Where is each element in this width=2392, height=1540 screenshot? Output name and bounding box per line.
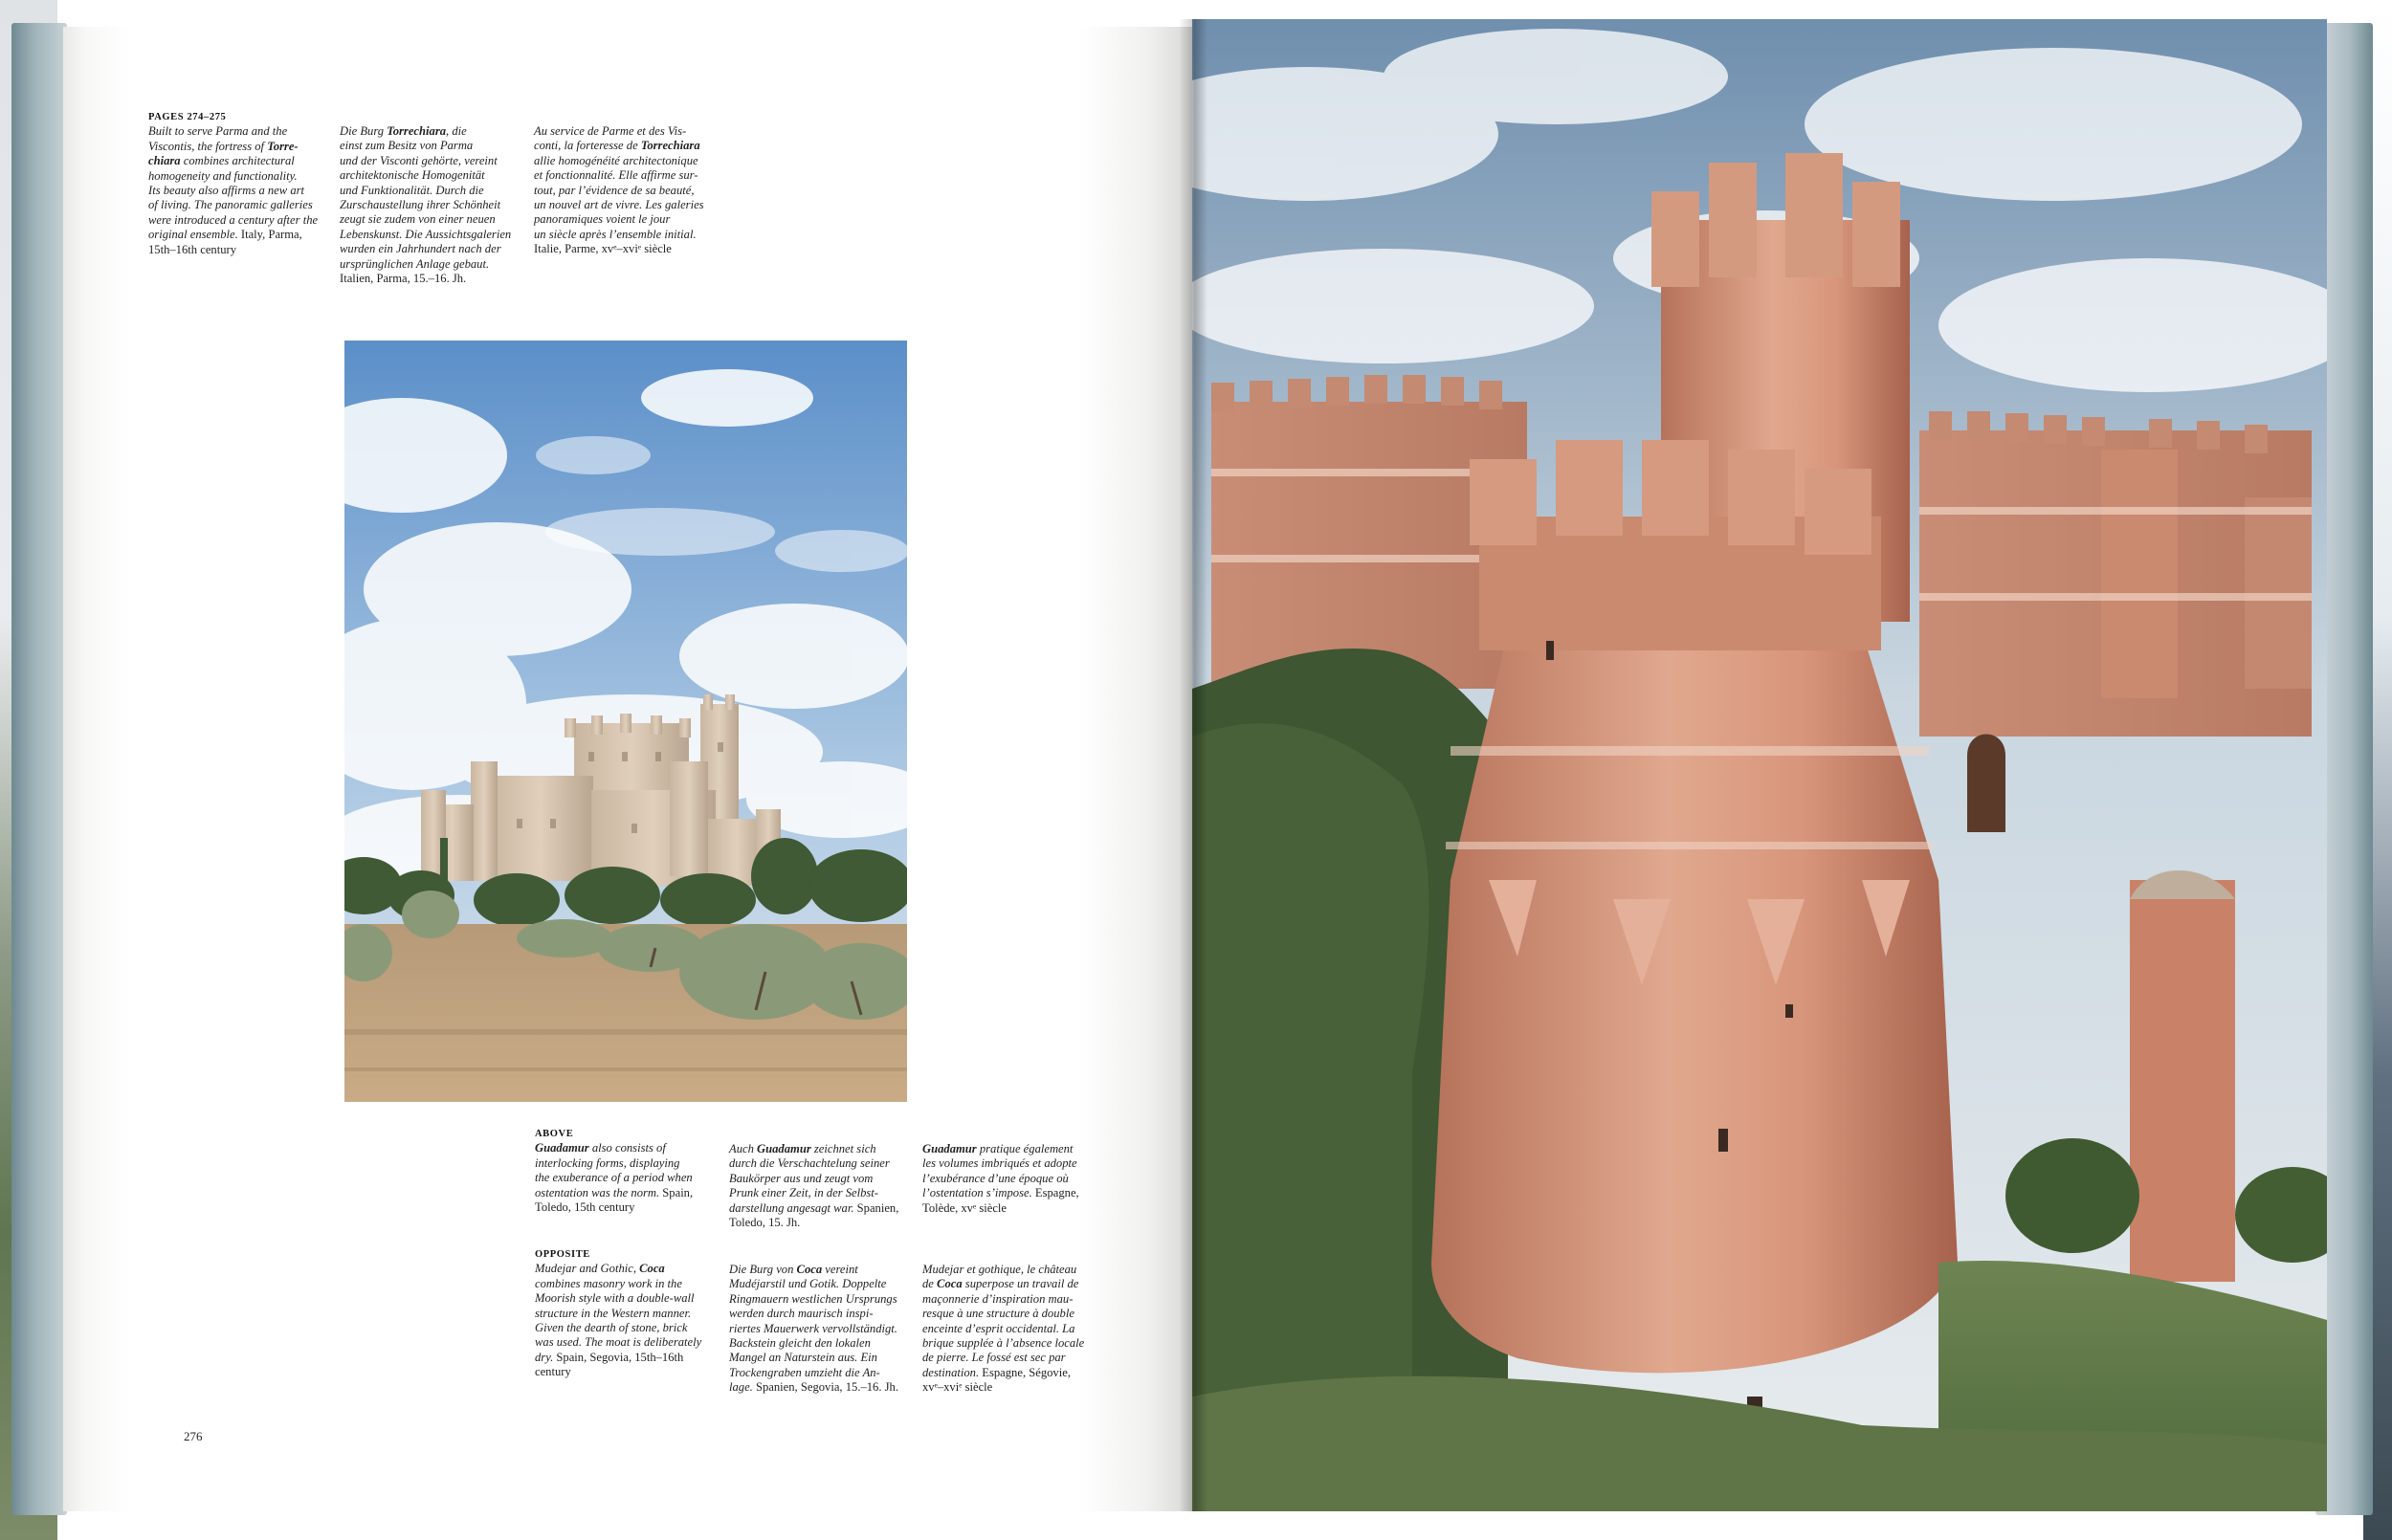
caption-above-fr: Guadamur pratique également les volumes imbriqués et adopte l’exubérance d’une époque où l’ostentation s’impose. Espagne, Tolède, xvᵉ siècle [922, 1142, 1079, 1215]
caption-heading: PAGES 274–275 [148, 112, 227, 122]
caption-torrechiara-de: Die Burg Torrechiara, die einst zum Besitz von Parma und der Visconti gehörte, vereint architektonische Homogenität und Funktionalität. Durch die Zurschaustellung ihrer Schönheit zeugt sie zudem von einer neuen Lebenskunst. Die Aussichtsgalerien wurden ein Jahrhundert nach der ursprünglichen Anlage gebaut. Italien, Parma, 15.–16. Jh. [340, 124, 512, 286]
caption-opposite-en: OPPOSITE Mudejar and Gothic, Coca combines masonry work in the Moorish style with a double-wall structure in the Western manner. Given the dearth of stone, brick was used. The moat is deliberately dry. Spain, Segovia, 15th–16th century [535, 1247, 726, 1380]
caption-above-en: ABOVE Guadamur also consists of interlocking forms, displaying the exuberance of a period when ostentation was the norm. Spain, Toledo, 15th century [535, 1127, 726, 1215]
coca-photo-graphic [1192, 19, 2327, 1511]
guadamur-castle-photo [344, 341, 907, 1102]
caption-torrechiara-fr: Au service de Parme et des Vis- conti, la forteresse de Torrechiara allie homogénéité architectonique et fonctionnalité. Elle affirme sur- tout, par l’évidence de sa beauté, un nouvel art de vivre. Les galeries panoramiques voient le jour un siècle après l’ensemble initial. Italie, Parme, xvᵉ–xviᵉ siècle [534, 124, 704, 256]
guadamur-photo-graphic [344, 341, 907, 1102]
page-number: 276 [184, 1429, 203, 1443]
caption-torrechiara-en: PAGES 274–275 Built to serve Parma and the Viscontis, the fortress of Torre- chiara combines architectural homogeneity and functionality. Its beauty also affirms a new art of living. The panoramic galleries were introduced a century after the original ensemble. Italy, Parma, 15th–16th century [148, 110, 340, 257]
book-cover-left-edge [11, 23, 67, 1515]
caption-heading: OPPOSITE [535, 1249, 590, 1260]
caption-opposite-de: Die Burg von Coca vereint Mudéjarstil und Gotik. Doppelte Ringmauern westlichen Ursprungs werden durch maurisch inspi- riertes Mauerwerk vervollständigt. Backstein gleicht den lokalen Mangel an Naturstein aus. Ein Trockengraben umzieht die An- lage. Spanien, Segovia, 15.–16. Jh. [729, 1263, 899, 1395]
book-gutter-shadow [1179, 19, 1207, 1511]
caption-heading: ABOVE [535, 1129, 574, 1139]
caption-above-de: Auch Guadamur zeichnet sich durch die Verschachtelung seiner Baukörper aus und zeugt vom Prunk einer Zeit, in der Selbst- darstellung angesagt war. Spanien, Toledo, 15. Jh. [729, 1142, 899, 1230]
coca-castle-photo [1192, 19, 2327, 1511]
caption-opposite-fr: Mudejar et gothique, le château de Coca superpose un travail de maçonnerie d’inspiration mau- resque à une structure à double enceinte d’esprit occidental. La brique supplée à l’absence locale de pierre. Le fossé est sec par destination. Espagne, Ségovie, xvᵉ–xviᵉ siècle [922, 1263, 1085, 1395]
